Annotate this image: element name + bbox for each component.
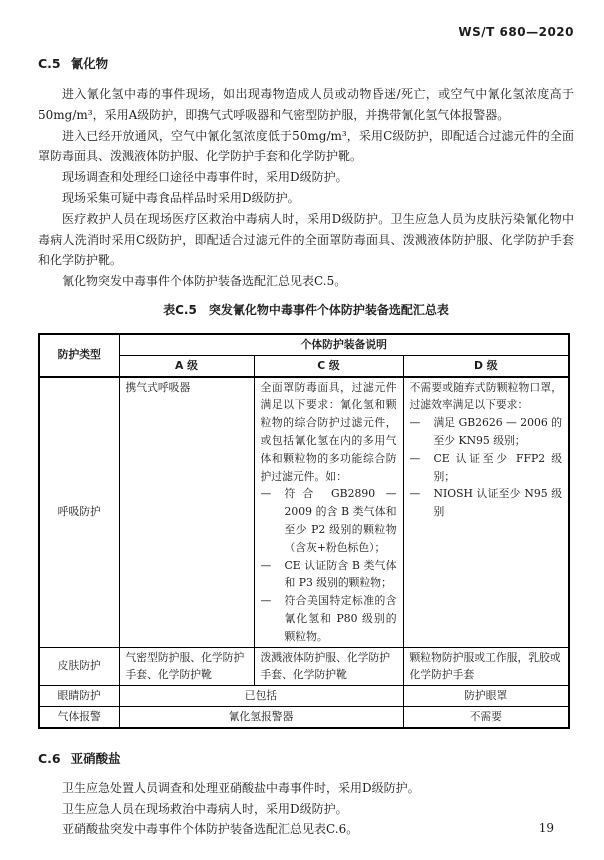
cell-skin-d: 颗粒物防护服或工作服，乳胶或化学防护手套 <box>403 647 569 686</box>
list-item-text: CE 认证至少 FFP2 级别； <box>433 451 563 483</box>
table-caption-title: 突发氰化物中毒事件个体防护装备选配汇总表 <box>208 302 449 317</box>
dash-marker: — <box>260 594 272 608</box>
paragraph: 现场采集可疑中毒食品样品时采用D级防护。 <box>62 190 300 205</box>
list-item <box>261 592 397 645</box>
cell-eye-d: 防护眼罩 <box>403 686 569 707</box>
row-label-respiratory: 呼吸防护 <box>39 377 119 647</box>
cell-alarm-ac: 氰化氢报警器 <box>119 706 403 727</box>
cell-respiratory-c <box>254 377 403 647</box>
dash-marker: — <box>409 487 421 501</box>
paragraph: 卫生应急人员在现场救治中毒病人时，采用D级防护。 <box>62 801 348 816</box>
page-header <box>38 25 574 40</box>
section-c5-body <box>38 84 574 292</box>
section-c6-heading <box>38 751 574 766</box>
paragraph: 进入氰化氢中毒的事件现场，如出现毒物造成人员或动物昏迷/死亡，或空气中氰化氢浓度高于50mg/m³，采用A级防护，即携气式呼吸器和气密型防护服，并携带氰化氢气体报警器。 <box>38 87 574 122</box>
cell-respiratory-a: 携气式呼吸器 <box>119 377 254 647</box>
list-item-text: 符合美国特定标准的含氰化氢和 P80 级别的颗粒物。 <box>284 594 397 643</box>
list-item-text: CE 认证防含 B 类气体和 P3 级别的颗粒物； <box>284 558 397 590</box>
table-row-eye <box>39 686 569 707</box>
paragraph: 进入已经开放通风，空气中氰化氢浓度低于50mg/m³，采用C级防护，即配适合过滤元件的全面罩防毒面具、泼溅液体防护服、化学防护手套和化学防护靴。 <box>38 128 574 164</box>
table-row-skin <box>39 647 569 686</box>
list-item <box>261 557 397 593</box>
cell-skin-a: 气密型防护服、化学防护手套、化学防护靴 <box>119 647 254 686</box>
table-caption <box>38 302 574 318</box>
list-item-text: 满足 GB2626 — 2006 的至少 KN95 级别； <box>433 416 563 447</box>
section-title: 亚硝酸盐 <box>70 750 121 766</box>
respiratory-c-intro: 全面罩防毒面具，过滤元件满足以下要求：氰化氢和颗粒物的综合防护过滤元件，或包括氰化氢在内的多用气体和颗粒物的多功能综合防护过滤元件。如： <box>260 380 397 483</box>
header-cell-level-d: D 级 <box>403 355 569 376</box>
section-c5-heading <box>38 56 574 71</box>
page-number: 19 <box>538 821 554 835</box>
row-label-eye: 眼睛防护 <box>39 686 119 707</box>
paragraph: 亚硝酸盐突发中毒事件个体防护装备选配汇总见表C.6。 <box>62 822 359 837</box>
paragraph: 卫生应急处置人员调查和处理亚硝酸盐中毒事件时，采用D级防护。 <box>62 780 420 795</box>
table-row-alarm <box>39 706 569 727</box>
list-item <box>410 485 563 521</box>
dash-marker: — <box>409 416 421 430</box>
list-item-text: NIOSH 认证至少 N95 级别 <box>433 487 563 519</box>
header-cell-equipment-group: 个体防护装备说明 <box>119 334 569 355</box>
section-title: 氰化物 <box>70 56 109 71</box>
standard-number: WS/T 680—2020 <box>458 25 574 39</box>
paragraph: 氰化物突发中毒事件个体防护装备选配汇总见表C.5。 <box>62 274 347 289</box>
cell-alarm-d: 不需要 <box>403 706 569 727</box>
respiratory-d-intro: 不需要或随弃式防颗粒物口罩，过滤效率满足以下要求： <box>409 380 563 412</box>
paragraph: 现场调查和处理经口途径中毒事件时，采用D级防护。 <box>62 170 348 185</box>
table-header-row-2 <box>39 355 569 376</box>
dash-marker: — <box>260 558 272 572</box>
dash-marker: — <box>409 451 421 465</box>
list-item <box>410 450 563 486</box>
section-c6-body <box>38 778 574 840</box>
row-label-skin: 皮肤防护 <box>39 647 119 686</box>
table-c5 <box>38 333 570 729</box>
header-cell-level-c: C 级 <box>254 355 403 376</box>
list-item-text: 符合 GB2890 — 2009 的含 B 类气体和至少 P2 级别的颗粒物（含灰+粉色标色）； <box>284 487 397 554</box>
header-cell-protection-type: 防护类型 <box>39 334 119 377</box>
table-row-respiratory <box>39 377 569 647</box>
paragraph: 医疗救护人员在现场医疗区救治中毒病人时，采用D级防护。卫生应急人员为皮肤污染氰化物中毒病人洗消时采用C级防护，即配适合过滤元件的全面罩防毒面具、泼溅液体防护服、化学防护手套和化学防护靴。 <box>38 211 574 268</box>
dash-marker: — <box>260 487 272 501</box>
list-item <box>261 485 397 556</box>
section-number: C.6 <box>38 750 61 766</box>
table-caption-label: 表C.5 <box>163 302 197 317</box>
list-item <box>410 414 563 450</box>
row-label-alarm: 气体报警 <box>39 706 119 727</box>
section-number: C.5 <box>38 56 61 71</box>
cell-respiratory-d <box>403 377 569 647</box>
table-header-row-1 <box>39 334 569 355</box>
header-cell-level-a: A 级 <box>119 355 254 376</box>
cell-eye-ac: 已包括 <box>119 686 403 707</box>
cell-skin-c: 泼溅液体防护服、化学防护手套、化学防护靴 <box>254 647 403 686</box>
